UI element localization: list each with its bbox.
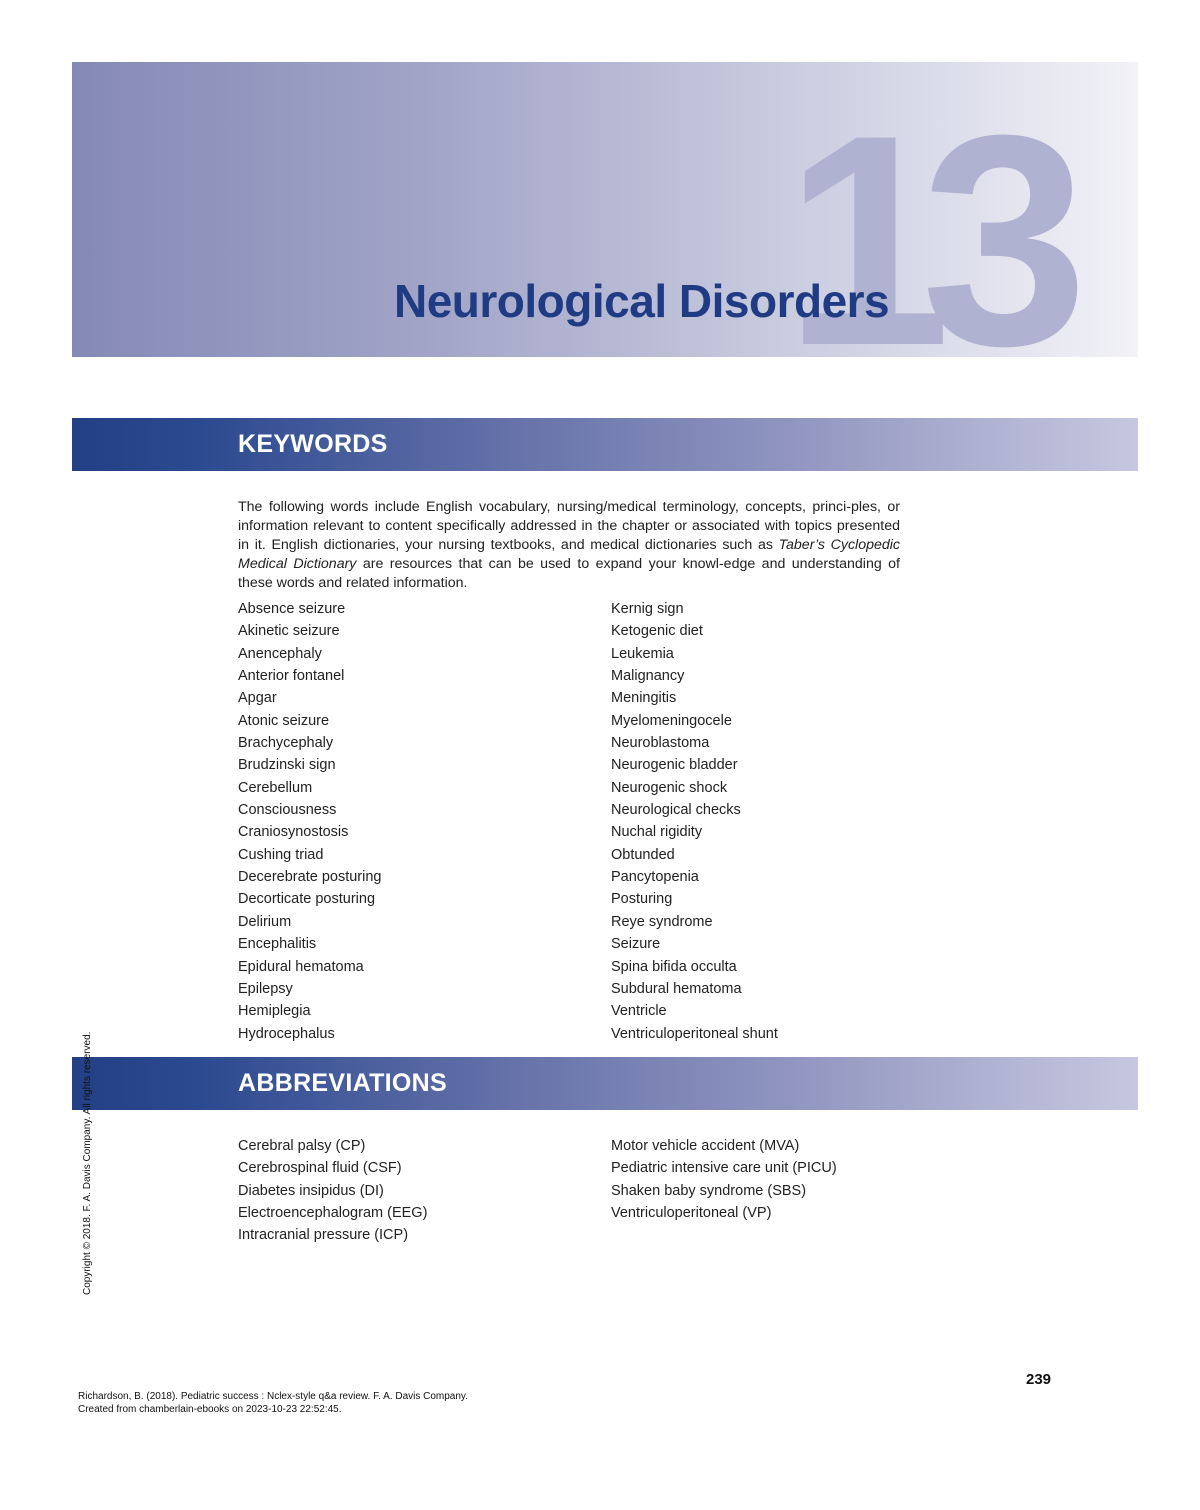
- list-item: Neuroblastoma: [611, 735, 710, 752]
- list-item: Decerebrate posturing: [238, 869, 382, 886]
- list-item: Cerebrospinal fluid (CSF): [238, 1160, 402, 1177]
- chapter-title: Neurological Disorders: [394, 275, 890, 327]
- list-item: Epilepsy: [238, 980, 293, 997]
- list-item: Cushing triad: [238, 846, 324, 863]
- keywords-heading: KEYWORDS: [238, 430, 388, 458]
- keywords-list-left: [238, 598, 381, 1045]
- list-item: Motor vehicle accident (MVA): [611, 1138, 800, 1154]
- list-item: Shaken baby syndrome (SBS): [611, 1182, 807, 1199]
- list-item: Delirium: [238, 913, 292, 930]
- list-item: Epidural hematoma: [238, 958, 364, 975]
- list-item: Pediatric intensive care unit (PICU): [611, 1160, 837, 1177]
- list-item: Consciousness: [238, 802, 337, 819]
- list-item: Cerebellum: [238, 779, 313, 796]
- list-item: Malignancy: [611, 668, 685, 685]
- list-item: Obtunded: [611, 846, 675, 863]
- intro-dictionary-title: Taber’s Cyclopedic Medical Dictionary: [238, 537, 901, 572]
- list-item: Akinetic seizure: [238, 623, 340, 640]
- keywords-intro-paragraph: [238, 498, 900, 593]
- list-item: Craniosynostosis: [238, 824, 349, 841]
- list-item: Ketogenic diet: [611, 623, 703, 640]
- list-item: Diabetes insipidus (DI): [238, 1182, 384, 1199]
- list-item: Neurological checks: [611, 802, 741, 819]
- keywords-list-right: [611, 598, 778, 1045]
- list-item: Hemiplegia: [238, 1003, 311, 1020]
- intro-text-part-1: The following words include English vocabulary, nursing/medical terminology, concepts, princi-ples, or information relevant to content specifically addressed in the chapter or associated with topics presented in it. English dictionaries, your nursing textbooks, and medical dictionaries such as: [238, 499, 900, 553]
- list-item: Myelomeningocele: [611, 712, 732, 729]
- list-item: Ventriculoperitoneal (VP): [611, 1205, 772, 1222]
- list-item: Ventricle: [611, 1003, 667, 1020]
- list-item: Neurogenic bladder: [611, 757, 738, 774]
- list-item: Cerebral palsy (CP): [238, 1138, 366, 1154]
- chapter-number: 13: [784, 72, 1058, 357]
- list-item: Neurogenic shock: [611, 779, 728, 796]
- list-item: Posturing: [611, 891, 673, 908]
- list-item: Atonic seizure: [238, 712, 330, 729]
- list-item: Seizure: [611, 936, 661, 953]
- list-item: Apgar: [238, 690, 277, 707]
- citation-footer: [78, 1390, 468, 1416]
- list-item: Encephalitis: [238, 936, 317, 953]
- list-item: Kernig sign: [611, 601, 684, 617]
- keywords-section-banner: [72, 418, 1138, 471]
- list-item: Spina bifida occulta: [611, 958, 737, 975]
- list-item: Reye syndrome: [611, 913, 713, 930]
- list-item: Intracranial pressure (ICP): [238, 1227, 409, 1244]
- abbreviations-heading: ABBREVIATIONS: [238, 1069, 448, 1097]
- list-item: Electroencephalogram (EEG): [238, 1205, 428, 1222]
- abbreviations-section-banner: [72, 1057, 1138, 1110]
- copyright-notice: Copyright © 2018. F. A. Davis Company. All rights reserved.: [82, 1031, 93, 1295]
- list-item: Leukemia: [611, 645, 674, 662]
- citation-line-1: Richardson, B. (2018). Pediatric success : Nclex-style q&a review. F. A. Davis Company.: [78, 1391, 468, 1402]
- abbreviations-list-left: [238, 1135, 427, 1247]
- list-item: Absence seizure: [238, 601, 346, 617]
- citation-line-2: Created from chamberlain-ebooks on 2023-10-23 22:52:45.: [78, 1404, 342, 1415]
- list-item: Brudzinski sign: [238, 757, 336, 774]
- list-item: Anterior fontanel: [238, 668, 345, 685]
- list-item: Subdural hematoma: [611, 980, 742, 997]
- abbreviations-list-right: [611, 1135, 837, 1224]
- intro-text-part-2: are resources that can be used to expand your knowl-edge and understanding of these words and related information.: [238, 556, 900, 591]
- list-item: Anencephaly: [238, 645, 322, 662]
- list-item: Nuchal rigidity: [611, 824, 703, 841]
- list-item: Pancytopenia: [611, 869, 699, 886]
- page-number: 239: [1026, 1371, 1052, 1388]
- list-item: Decorticate posturing: [238, 891, 376, 908]
- list-item: Brachycephaly: [238, 735, 334, 752]
- list-item: Ventriculoperitoneal shunt: [611, 1025, 778, 1042]
- list-item: Hydrocephalus: [238, 1025, 335, 1042]
- chapter-header-banner: [72, 62, 1138, 357]
- list-item: Meningitis: [611, 690, 677, 707]
